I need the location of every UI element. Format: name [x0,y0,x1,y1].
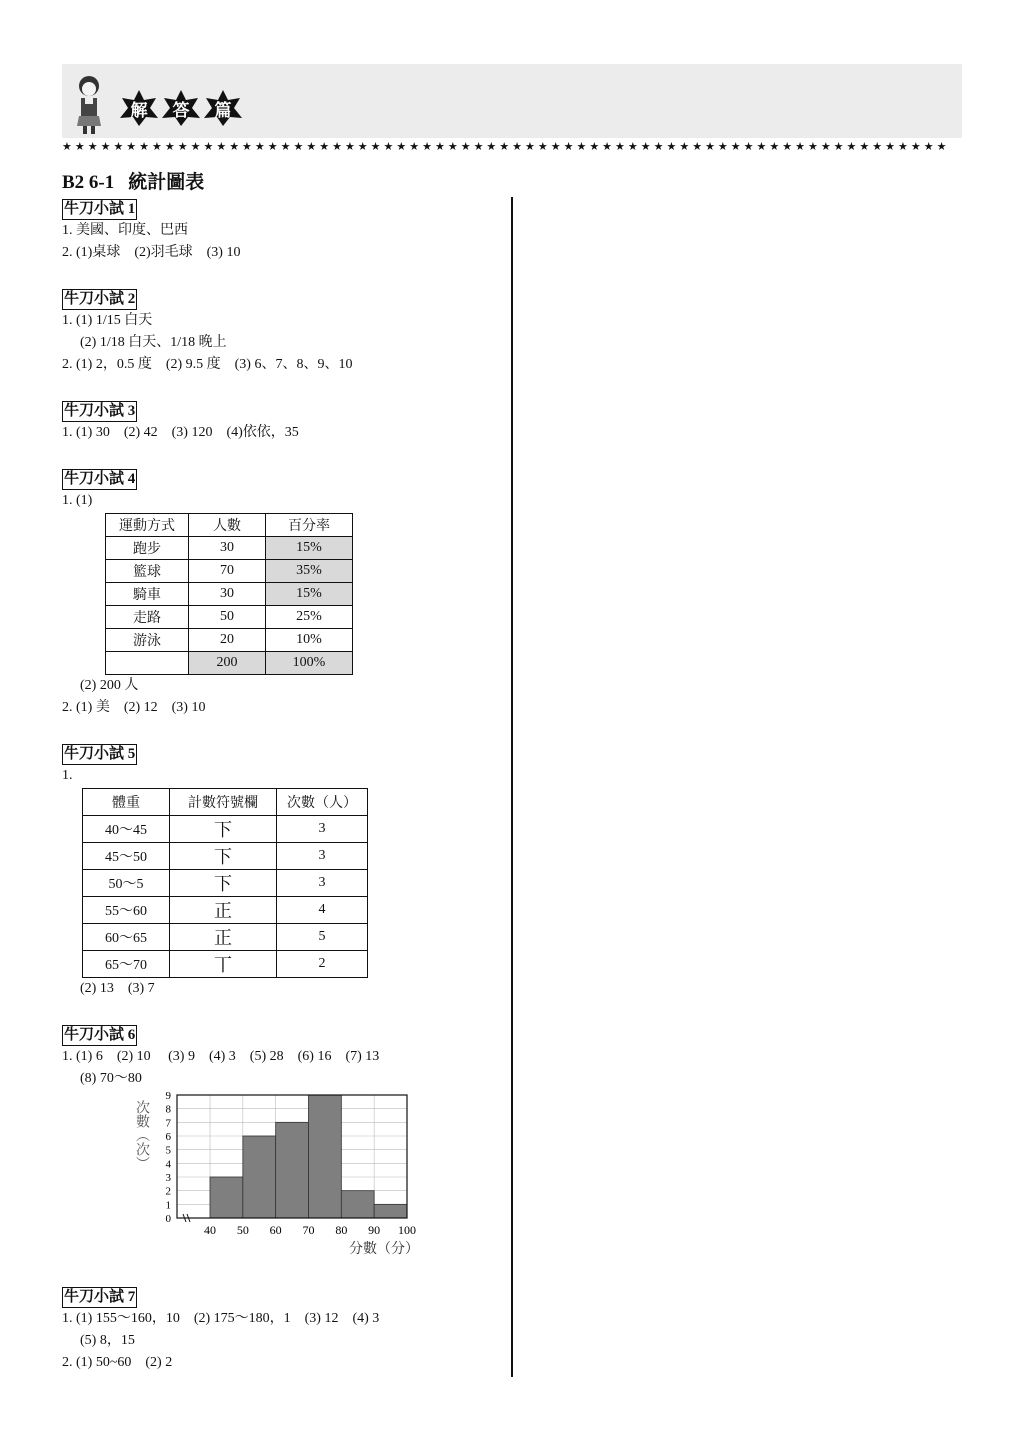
table-row [106,537,353,560]
table-cell: 25% [266,606,353,629]
answer-line: 2. (1) 2，0.5 度 (2) 9.5 度 (3) 6、7、8、9、10 [62,357,353,372]
star-divider: ★★★★★★★★★★★★★★★★★★★★★★★★★★★★★★★★★★★★★★★★★★★★★★★★★★★★★★★★★★★★★★★★★★★★★ [62,140,950,153]
tally-mark: 正 [170,897,277,924]
tally-mark: 下 [170,870,277,897]
tally-mark: 下 [170,843,277,870]
badge-text-1: 解 [130,101,148,121]
table-cell: 10% [266,629,353,652]
histogram-svg [122,1090,422,1266]
histogram-bar [276,1122,309,1218]
x-tick-label: 40 [204,1223,216,1237]
answer-line: 2. (1) 美 (2) 12 (3) 10 [62,700,206,715]
table-cell: 50～5 [83,870,170,897]
x-tick-label: 90 [368,1223,381,1237]
table-cell: 3 [277,870,368,897]
y-tick-label: 4 [165,1158,171,1171]
tally-mark: 丅 [170,951,277,978]
table-cell: 30 [189,537,266,560]
y-tick-label: 5 [165,1144,171,1157]
x-tick-label: 100 [398,1223,416,1237]
table-cell: 4 [277,897,368,924]
table-row [106,652,353,675]
table-cell: 30 [189,583,266,606]
tally-mark: 下 [170,816,277,843]
badge-1 [120,90,158,126]
table-header: 百分率 [266,514,353,537]
section-code: B2 6-1 [62,172,115,193]
answer-line: (2) 1/18 白天、1/18 晚上 [80,335,227,350]
answer-line: 2. (1)桌球 (2)羽毛球 (3) 10 [62,245,241,260]
quiz-tag-1: 牛刀小試 1 [62,199,137,220]
table-header: 體重 [83,789,170,816]
answer-line: 1. [62,768,73,783]
table-row [106,629,353,652]
table-cell: 3 [277,843,368,870]
histogram-bar [309,1095,342,1218]
answer-line: 1. (1) 6 (2) 10 (3) 9 (4) 3 (5) 28 (6) 16 (7) 13 [62,1049,380,1064]
quiz-tag-6: 牛刀小試 6 [62,1025,137,1046]
histogram-bar [210,1177,243,1218]
table-cell: 55～60 [83,897,170,924]
table-row [106,560,353,583]
histogram-bar [341,1191,374,1218]
answer-line: 1. (1) [62,493,93,508]
y-tick-label: 9 [165,1090,171,1102]
table-row [83,951,368,978]
answer-line: 1. (1) 155～160，10 (2) 175～180，1 (3) 12 (4) 3 [62,1311,380,1326]
table-cell: 70 [189,560,266,583]
sport-percentage-table [105,513,353,675]
x-axis-label: 分數（分） [349,1241,419,1257]
table-cell: 45～50 [83,843,170,870]
answer-line: 2. (1) 50~60 (2) 2 [62,1355,173,1370]
quiz-tag-4: 牛刀小試 4 [62,469,137,490]
table-cell: 200 [189,652,266,675]
table-row [106,583,353,606]
table-cell: 跑步 [106,537,189,560]
answer-content [62,170,502,1374]
y-tick-label: 3 [165,1172,171,1184]
header-banner [62,64,962,138]
table-cell: 35% [266,560,353,583]
table-cell: 走路 [106,606,189,629]
tally-mark: 正 [170,924,277,951]
answer-line: (5) 8，15 [80,1333,135,1348]
table-cell: 15% [266,537,353,560]
answer-line: (2) 200 人 [80,678,139,693]
table-cell: 15% [266,583,353,606]
table-header: 計數符號欄 [170,789,277,816]
answer-line: 1. 美國、印度、巴西 [62,223,188,238]
table-header: 人數 [189,514,266,537]
badge-text-3: 篇 [214,101,232,121]
answer-line: 1. (1) 30 (2) 42 (3) 120 (4)依依，35 [62,425,299,440]
table-cell: 游泳 [106,629,189,652]
table-cell: 40～45 [83,816,170,843]
table-cell: 100% [266,652,353,675]
badge-3 [204,90,242,126]
x-tick-label: 60 [269,1223,282,1237]
histogram-bar [374,1204,407,1218]
table-cell: 65～70 [83,951,170,978]
badge-2 [162,90,200,126]
quiz-tag-5: 牛刀小試 5 [62,744,137,765]
table-row [83,924,368,951]
girl-mascot-icon [72,74,106,136]
table-row [106,606,353,629]
y-tick-label: 1 [165,1199,171,1212]
x-tick-label: 80 [335,1223,348,1237]
table-row [83,816,368,843]
table-cell: 50 [189,606,266,629]
table-row [83,843,368,870]
score-histogram [62,1090,502,1266]
answer-badges [120,90,242,126]
table-cell [106,652,189,675]
column-divider [511,197,513,1377]
quiz-tag-3: 牛刀小試 3 [62,401,137,422]
table-cell: 3 [277,816,368,843]
y-tick-label: 6 [165,1131,171,1143]
answer-line: (2) 13 (3) 7 [80,981,155,996]
y-tick-label: 7 [165,1117,171,1130]
table-header: 次數（人） [277,789,368,816]
table-cell: 60～65 [83,924,170,951]
table-cell: 5 [277,924,368,951]
table-row [83,870,368,897]
y-tick-label: 8 [165,1103,171,1116]
quiz-tag-2: 牛刀小試 2 [62,289,137,310]
histogram-bar [243,1136,276,1218]
table-cell: 騎車 [106,583,189,606]
answer-line: (8) 70～80 [80,1071,142,1086]
x-tick-label: 70 [302,1223,315,1237]
section-name: 統計圖表 [128,172,205,193]
y-axis-label: 次數（次） [134,1100,150,1170]
badge-text-2: 答 [172,101,190,121]
table-cell: 20 [189,629,266,652]
section-title [62,170,502,196]
table-cell: 2 [277,951,368,978]
y-tick-label: 0 [165,1213,171,1225]
table-row [83,897,368,924]
y-tick-label: 2 [165,1185,171,1198]
quiz-tag-7: 牛刀小試 7 [62,1287,137,1308]
weight-tally-table [82,788,368,978]
table-header: 運動方式 [106,514,189,537]
table-cell: 籃球 [106,560,189,583]
answer-line: 1. (1) 1/15 白天 [62,313,153,328]
x-tick-label: 50 [236,1223,249,1237]
